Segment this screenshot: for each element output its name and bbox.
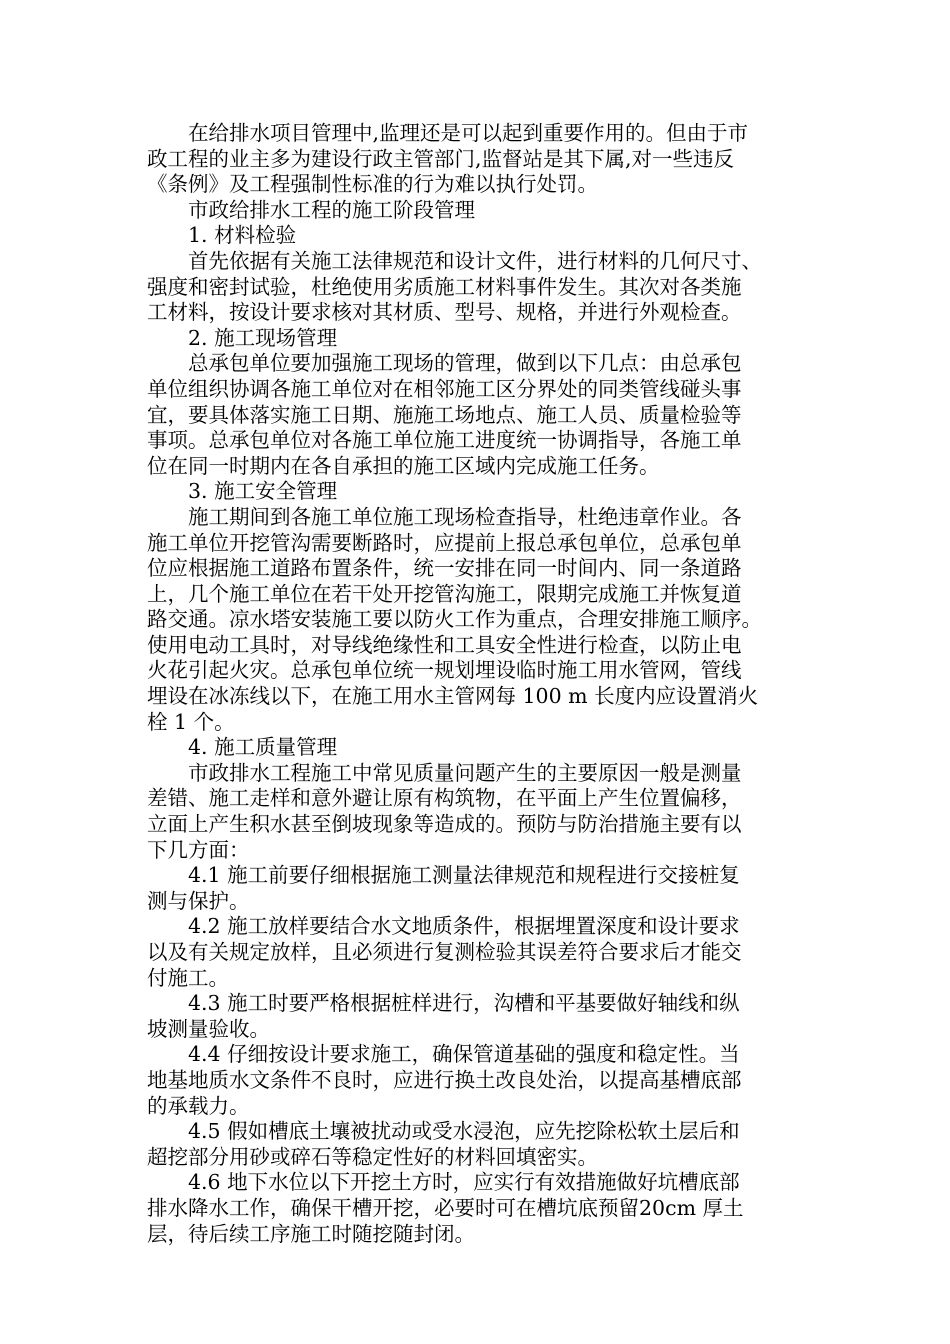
text-line: 栓 1 个。: [147, 709, 235, 734]
text-line: 测与保护。: [147, 888, 250, 913]
text-line: 市政排水工程施工中常见质量问题产生的主要原因一般是测量: [188, 760, 742, 785]
text-line: 施工单位开挖管沟需要断路时，应提前上报总承包单位，总承包单: [147, 530, 742, 555]
text-line: 超挖部分用砂或碎石等稳定性好的材料回填密实。: [147, 1144, 598, 1169]
text-line: 火花引起火灾。总承包单位统一规划埋设临时施工用水管网，管线: [147, 658, 742, 683]
text-line: 4.1 施工前要仔细根据施工测量法律规范和规程进行交接桩复: [188, 863, 740, 888]
text-line: 以及有关规定放样，且必须进行复测检验其误差符合要求后才能交: [147, 940, 742, 964]
text-line: 差错、施工走样和意外避让原有构筑物，在平面上产生位置偏移，: [147, 786, 742, 811]
text-line: 的承载力。: [147, 1093, 250, 1118]
text-line: 立面上产生积水甚至倒坡现象等造成的。预防与防治措施主要有以: [147, 812, 742, 837]
text-line: 4.5 假如槽底土壤被扰动或受水浸泡，应先挖除松软土层后和: [188, 1119, 740, 1144]
text-line: 4.2 施工放样要结合水文地质条件，根据埋置深度和设计要求: [188, 914, 740, 939]
text-line: 工材料，按设计要求核对其材质、型号、规格，并进行外观检查。: [147, 300, 742, 325]
text-line: 埋设在冰冻线以下，在施工用水主管网每 100 m 长度内应设置消火: [147, 684, 759, 709]
text-line: 付施工。: [147, 965, 229, 990]
text-line: 《条例》及工程强制性标准的行为难以执行处罚。: [147, 172, 598, 197]
text-line: 总承包单位要加强施工现场的管理，做到以下几点：由总承包: [188, 351, 742, 376]
text-line: 宜，要具体落实施工日期、施施工场地点、施工人员、质量检验等: [147, 402, 742, 427]
text-line: 排水降水工作，确保干槽开挖，必要时可在槽坑底预留20cm 厚土: [147, 1195, 744, 1220]
text-line: 路交通。凉水塔安装施工要以防火工作为重点，合理安排施工顺序。: [147, 607, 762, 632]
document-body: [147, 121, 802, 1247]
text-line: 4.6 地下水位以下开挖土方时，应实行有效措施做好坑槽底部: [188, 1170, 740, 1195]
text-line: 层，待后续工序施工时随挖随封闭。: [147, 1221, 475, 1246]
text-line: 1. 材料检验: [188, 223, 297, 248]
text-line: 4.4 仔细按设计要求施工，确保管道基础的强度和稳定性。当: [188, 1042, 740, 1067]
text-line: 位在同一时期内在各自承担的施工区域内完成施工任务。: [147, 453, 660, 478]
text-line: 上，几个施工单位在若干处开挖管沟施工，限期完成施工并恢复道: [147, 581, 742, 606]
text-line: 强度和密封试验，杜绝使用劣质施工材料事件发生。其次对各类施: [147, 274, 742, 299]
text-line: 地基地质水文条件不良时，应进行换土改良处治，以提高基槽底部: [147, 1067, 742, 1092]
text-line: 单位组织协调各施工单位对在相邻施工区分界处的同类管线碰头事: [147, 376, 742, 401]
text-line: 位应根据施工道路布置条件，统一安排在同一时间内、同一条道路: [147, 556, 742, 581]
text-line: 下几方面：: [147, 837, 250, 862]
text-line: 3. 施工安全管理: [188, 479, 338, 504]
text-line: 使用电动工具时，对导线绝缘性和工具安全性进行检查，以防止电: [147, 632, 742, 657]
text-line: 4.3 施工时要严格根据桩样进行，沟槽和平基要做好轴线和纵: [188, 991, 740, 1016]
text-line: 政工程的业主多为建设行政主管部门,监督站是其下属,对一些违反: [147, 146, 735, 171]
text-line: 2. 施工现场管理: [188, 325, 338, 350]
text-line: 事项。总承包单位对各施工单位施工进度统一协调指导，各施工单: [147, 428, 742, 453]
text-line: 4. 施工质量管理: [188, 735, 338, 760]
text-line: 坡测量验收。: [147, 1016, 270, 1041]
text-line: 施工期间到各施工单位施工现场检查指导，杜绝违章作业。各: [188, 504, 742, 529]
text-line: 在给排水项目管理中,监理还是可以起到重要作用的。但由于市: [188, 121, 749, 145]
text-line: 市政给排水工程的施工阶段管理: [188, 197, 475, 222]
text-line: 首先依据有关施工法律规范和设计文件，进行材料的几何尺寸、: [188, 248, 762, 273]
